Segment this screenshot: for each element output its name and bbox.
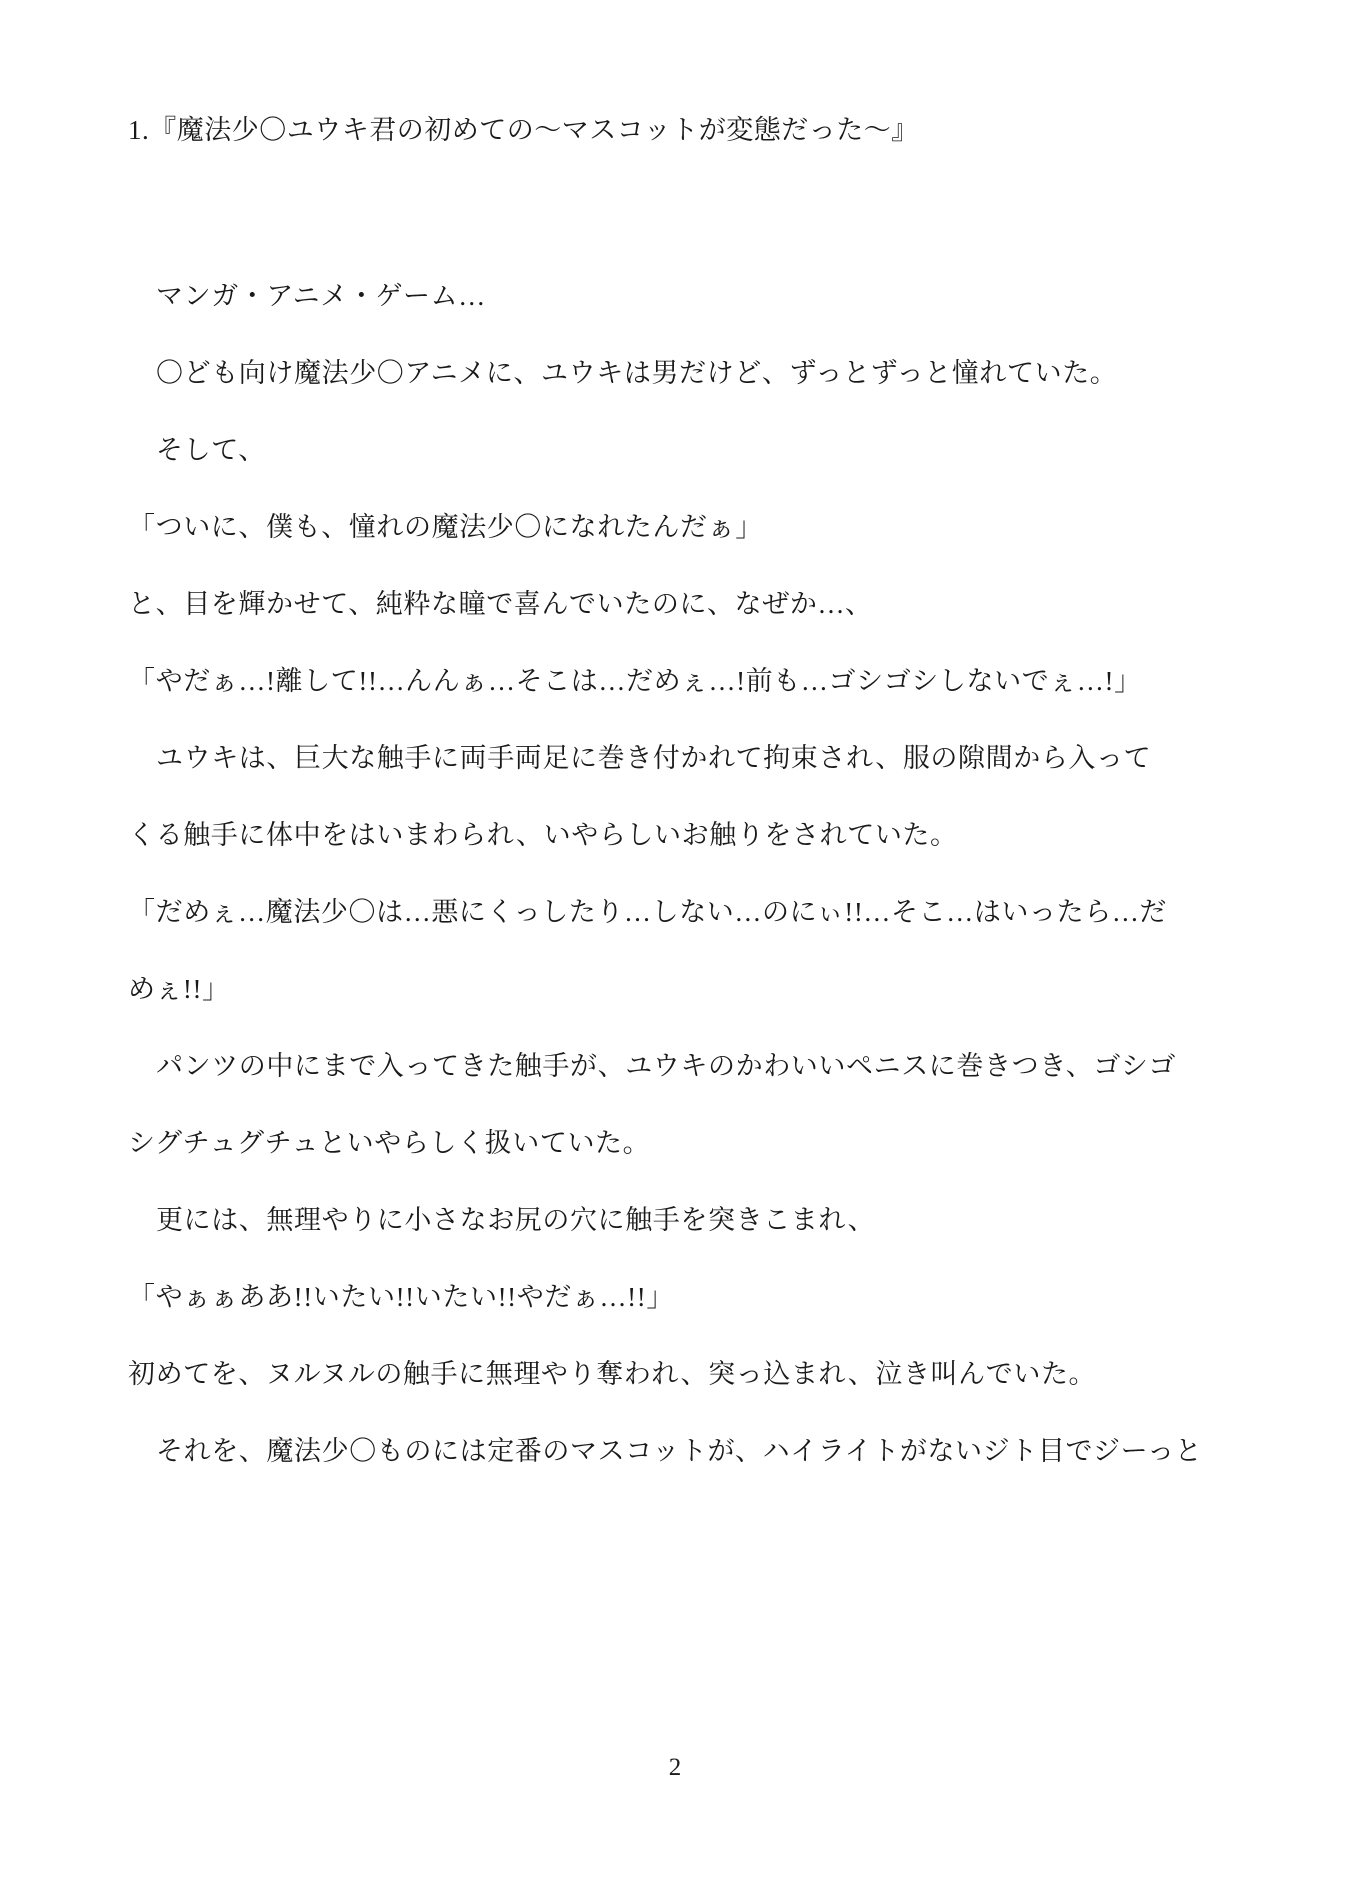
paragraph: 「やだぁ…!離して!!…んんぁ…そこは…だめぇ…!前も…ゴシゴシしないでぇ…!」 — [128, 665, 1142, 696]
paragraph: シグチュグチュといやらしく扱いていた。 — [128, 1127, 651, 1158]
page-content — [128, 112, 1238, 1490]
paragraph: マンガ・アニメ・ゲーム… — [156, 280, 486, 311]
paragraph: 「やぁぁああ!!いたい!!いたい!!やだぁ…!!」 — [128, 1281, 674, 1312]
body-text — [128, 258, 1238, 1490]
paragraph: ユウキは、巨大な触手に両手両足に巻き付かれて拘束され、服の隙間から入って — [156, 742, 1152, 773]
paragraph: パンツの中にまで入ってきた触手が、ユウキのかわいいペニスに巻きつき、ゴシゴ — [156, 1050, 1177, 1081]
paragraph: そして、 — [156, 434, 266, 465]
paragraph: くる触手に体中をはいまわられ、いやらしいお触りをされていた。 — [128, 819, 958, 850]
paragraph: と、目を輝かせて、純粋な瞳で喜んでいたのに、なぜか…、 — [128, 588, 873, 619]
paragraph: 初めてを、ヌルヌルの触手に無理やり奪われ、突っ込まれ、泣き叫んでいた。 — [128, 1358, 1097, 1389]
page-title: 1.『魔法少〇ユウキ君の初めての～マスコットが変態だった～』 — [128, 115, 919, 145]
paragraph: 「だめぇ…魔法少〇は…悪にくっしたり…しない…のにぃ!!…そこ…はいったら…だ — [128, 896, 1168, 927]
paragraph: 更には、無理やりに小さなお尻の穴に触手を突きこまれ、 — [156, 1204, 876, 1235]
paragraph: 「ついに、僕も、憧れの魔法少〇になれたんだぁ」 — [128, 511, 763, 542]
paragraph: めぇ!!」 — [128, 973, 230, 1004]
page-number: 2 — [668, 1754, 682, 1781]
paragraph: 〇ども向け魔法少〇アニメに、ユウキは男だけど、ずっとずっと憧れていた。 — [156, 357, 1118, 388]
paragraph: それを、魔法少〇ものには定番のマスコットが、ハイライトがないジト目でジーっと — [156, 1435, 1203, 1466]
